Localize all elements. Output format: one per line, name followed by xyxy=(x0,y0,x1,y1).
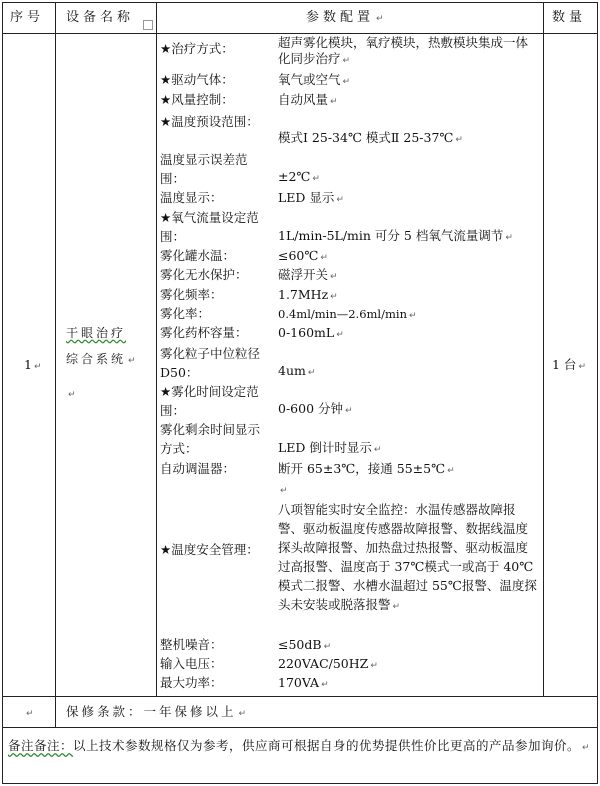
param-label: 雾化剩余时间显示方式： xyxy=(160,422,261,456)
param-value: 0.4ml/min—2.6ml/min ↵ xyxy=(278,307,417,321)
param-label: ★温度预设范围： xyxy=(160,114,259,129)
header-params: 参数配置 ↵ xyxy=(306,10,388,25)
param-label: 整机噪音： xyxy=(160,637,223,652)
param-value: LED 倒计时显示 ↵ xyxy=(278,440,382,455)
param-value: 氧气或空气 ↵ xyxy=(278,72,351,87)
table-border-bottom xyxy=(2,783,598,784)
table-move-handle-icon[interactable] xyxy=(143,20,153,30)
param-label: ★氧气流量设定范围： xyxy=(160,210,259,244)
col-divider-3 xyxy=(543,2,544,697)
param-value: 0-160mL ↵ xyxy=(278,325,344,340)
param-label: 雾化频率： xyxy=(160,287,223,302)
param-value: 模式Ⅰ 25-34℃ 模式Ⅱ 25-37℃ ↵ xyxy=(278,130,463,145)
table-warranty-divider xyxy=(2,727,598,728)
param-value: LED 显示 ↵ xyxy=(278,190,344,205)
param-value: ≤50dB ↵ xyxy=(278,637,332,652)
warranty-empty-cell: ↵ xyxy=(26,709,34,719)
param-label: 雾化药杯容量： xyxy=(160,325,248,340)
col-divider-2 xyxy=(156,2,157,697)
param-label: 温度显示误差范围： xyxy=(160,152,248,186)
header-qty: 数量 xyxy=(552,10,587,25)
header-no: 序号 xyxy=(10,10,45,25)
table-header-divider xyxy=(2,33,598,34)
param-value: 4um ↵ xyxy=(278,363,316,378)
param-value: 磁浮开关 ↵ xyxy=(278,267,338,282)
param-label: ★雾化时间设定范围： xyxy=(160,384,259,418)
note-paragraph: 备注备注：以上技术参数规格仅为参考，供应商可根据自身的优势提供性价比更高的产品参加询价。 ↵ xyxy=(8,738,591,753)
row-qty: 1 台 ↵ xyxy=(552,357,586,372)
table-border-top xyxy=(2,2,598,3)
param-value: ±2℃ ↵ xyxy=(278,169,320,184)
paragraph-mark: ↵ xyxy=(280,486,288,496)
table-row-divider xyxy=(2,696,598,697)
param-label: 输入电压： xyxy=(160,656,223,671)
param-value: 八项智能实时安全监控：水温传感器故障报警、驱动板温度传感器故障报警、数据线温度探头故障报警、加热盘过热报警、驱动板温度过高报警、温度高于 37℃模式一或高于 40℃模式二报警、水槽水温超过 55℃报警、温度探头未安装或脱落报警 ↵ xyxy=(278,502,537,612)
param-label: 雾化率： xyxy=(160,306,211,321)
param-value: 1.7MHz ↵ xyxy=(278,287,338,302)
warranty-text: 保修条款：一年保修以上 ↵ xyxy=(66,704,250,719)
param-value: 超声雾化模块，氧疗模块，热敷模块集成一体化同步治疗 ↵ xyxy=(278,35,529,66)
param-value: ≤60℃ ↵ xyxy=(278,248,328,263)
col-divider-1 xyxy=(55,2,56,728)
param-value: 0-600 分钟 ↵ xyxy=(278,401,353,416)
row-no: 1 ↵ xyxy=(24,357,42,372)
param-label: ★温度安全管理： xyxy=(160,542,259,557)
param-label: ★风量控制： xyxy=(160,92,234,107)
param-value: 170VA ↵ xyxy=(278,675,329,690)
device-name: 干眼治疗 综合系统 ↵ ↵ xyxy=(66,326,139,400)
param-label: ★治疗方式： xyxy=(160,41,234,56)
param-label: 自动调温器： xyxy=(160,461,236,476)
param-value: 220VAC/50HZ ↵ xyxy=(278,656,378,671)
table-border-left xyxy=(2,2,3,784)
header-device-name: 设备名称 xyxy=(66,10,135,25)
param-label: 雾化粒子中位粒径 D50： xyxy=(160,346,261,380)
param-value: 自动风量 ↵ xyxy=(278,92,338,107)
param-value: 断开 65±3℃，接通 55±5℃ ↵ xyxy=(278,461,455,476)
param-label: 温度显示： xyxy=(160,190,223,205)
param-label: 雾化罐水温： xyxy=(160,248,236,263)
param-label: ★驱动气体： xyxy=(160,72,234,87)
param-value: 1L/min-5L/min 可分 5 档氧气流量调节 ↵ xyxy=(278,228,513,243)
param-label: 最大功率： xyxy=(160,675,223,690)
table-border-right xyxy=(597,2,598,784)
param-label: 雾化无水保护： xyxy=(160,267,248,282)
